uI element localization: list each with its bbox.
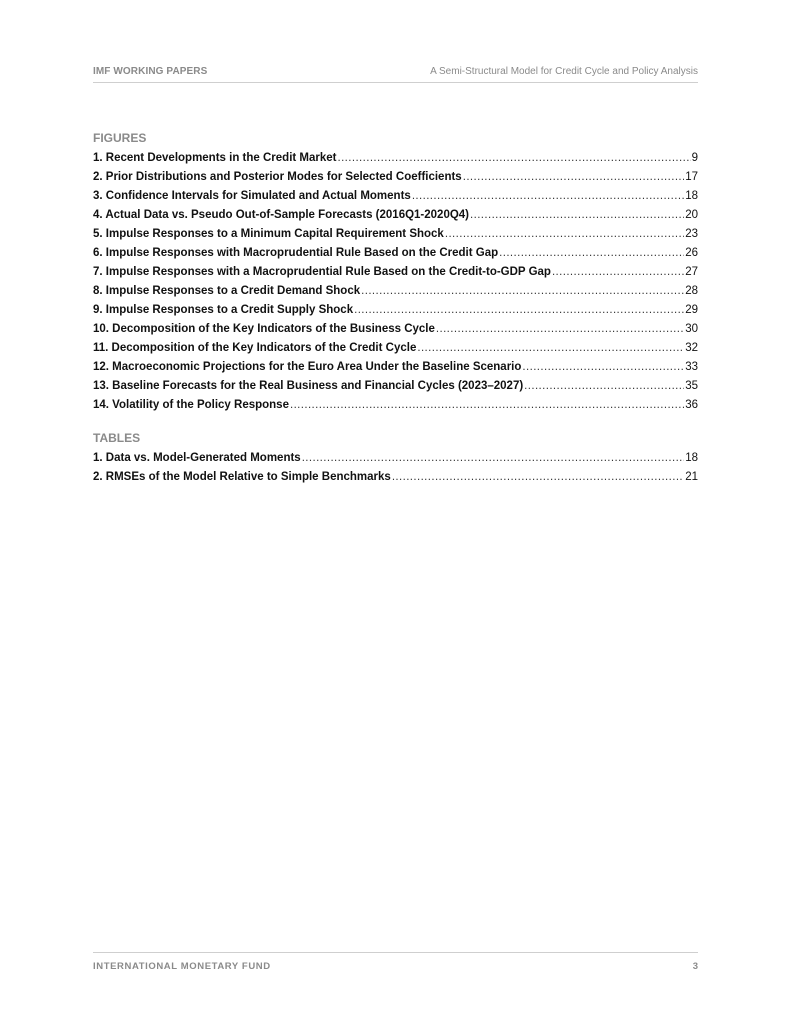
figure-entry-page: 32 [685,342,698,354]
figure-entry-label: 8. Impulse Responses to a Credit Demand Shock [93,285,361,297]
figure-entry[interactable] [93,301,698,320]
figure-entry[interactable] [93,149,698,168]
figure-entry-page: 27 [685,266,698,278]
page-header [93,66,698,83]
figure-entry-label: 2. Prior Distributions and Posterior Modes for Selected Coefficients [93,171,462,183]
dot-leader [302,449,685,468]
figure-entry[interactable] [93,358,698,377]
figure-entry-label: 11. Decomposition of the Key Indicators of the Credit Cycle [93,342,417,354]
figure-entry-label: 14. Volatility of the Policy Response [93,399,289,411]
dot-leader [522,358,684,377]
table-entry[interactable] [93,449,698,468]
figure-entry[interactable] [93,339,698,358]
figure-entry-page: 17 [685,171,698,183]
figure-entry-page: 29 [685,304,698,316]
dot-leader [470,206,684,225]
figure-entry-page: 9 [691,152,698,164]
series-name: IMF WORKING PAPERS [93,66,208,77]
figure-entry-label: 12. Macroeconomic Projections for the Euro Area Under the Baseline Scenario [93,361,522,373]
dot-leader [445,225,684,244]
figure-entry-page: 20 [685,209,698,221]
figure-entry[interactable] [93,396,698,415]
figure-entry[interactable] [93,377,698,396]
figure-entry-page: 28 [685,285,698,297]
figure-entry-label: 4. Actual Data vs. Pseudo Out-of-Sample Forecasts (2016Q1-2020Q4) [93,209,470,221]
page-number: 3 [692,961,698,972]
table-entry-page: 21 [685,471,698,483]
figure-entry-page: 18 [685,190,698,202]
figure-entry-label: 5. Impulse Responses to a Minimum Capital Requirement Shock [93,228,444,240]
figure-entry[interactable] [93,225,698,244]
table-entry-label: 1. Data vs. Model-Generated Moments [93,452,301,464]
figure-entry[interactable] [93,168,698,187]
figure-entry-page: 36 [685,399,698,411]
page-footer [93,952,698,977]
figure-entry-label: 7. Impulse Responses with a Macroprudential Rule Based on the Credit-to-GDP Gap [93,266,551,278]
figure-entry-page: 30 [685,323,698,335]
tables-entries [93,449,698,487]
dot-leader [361,282,684,301]
paper-title: A Semi-Structural Model for Credit Cycle and Policy Analysis [430,66,698,77]
dot-leader [463,168,684,187]
figure-entry[interactable] [93,244,698,263]
figure-entry[interactable] [93,187,698,206]
dot-leader [524,377,684,396]
figure-entry-page: 33 [685,361,698,373]
dot-leader [436,320,684,339]
footer-org: INTERNATIONAL MONETARY FUND [93,961,271,972]
figure-entry-label: 1. Recent Developments in the Credit Market [93,152,337,164]
dot-leader [337,149,690,168]
tables-list [93,430,698,487]
figure-entry-page: 26 [685,247,698,259]
figure-entry[interactable] [93,206,698,225]
figure-entry-label: 9. Impulse Responses to a Credit Supply Shock [93,304,354,316]
figure-entry-label: 13. Baseline Forecasts for the Real Business and Financial Cycles (2023–2027) [93,380,524,392]
dot-leader [290,396,684,415]
table-entry[interactable] [93,468,698,487]
dot-leader [499,244,684,263]
figure-entry-page: 35 [685,380,698,392]
dot-leader [354,301,684,320]
tables-heading: TABLES [93,431,141,445]
figure-entry[interactable] [93,282,698,301]
figures-list [93,130,698,415]
figure-entry[interactable] [93,263,698,282]
dot-leader [412,187,684,206]
dot-leader [552,263,684,282]
figure-entry-label: 10. Decomposition of the Key Indicators of the Business Cycle [93,323,435,335]
dot-leader [417,339,684,358]
figure-entry-label: 6. Impulse Responses with Macroprudential Rule Based on the Credit Gap [93,247,499,259]
figures-entries [93,149,698,415]
figures-heading: FIGURES [93,131,147,145]
figure-entry-label: 3. Confidence Intervals for Simulated and Actual Moments [93,190,411,202]
figure-entry[interactable] [93,320,698,339]
dot-leader [392,468,684,487]
figure-entry-page: 23 [685,228,698,240]
table-entry-page: 18 [685,452,698,464]
table-entry-label: 2. RMSEs of the Model Relative to Simple Benchmarks [93,471,391,483]
